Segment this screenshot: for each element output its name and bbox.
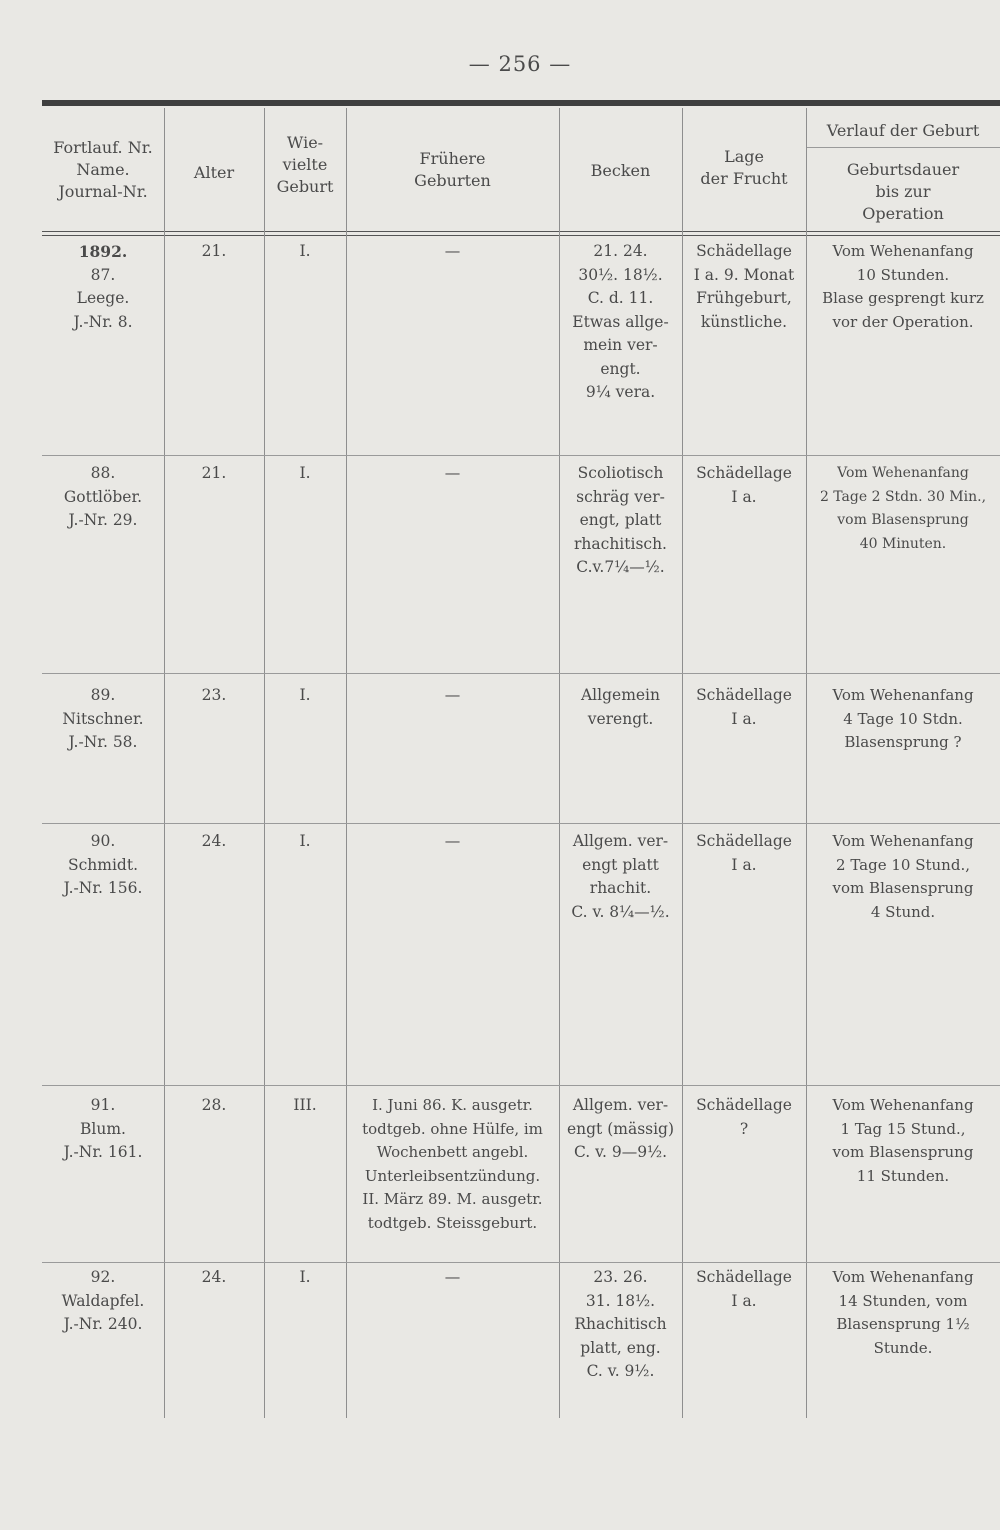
row5-geburt: III. — [293, 1096, 317, 1114]
row1-lage: Schädellage I a. 9. Monat Frühgeburt, künstliche. — [693, 242, 795, 331]
header-alter: Alter — [193, 163, 235, 182]
row-rule — [42, 455, 1000, 456]
header-geburtsdauer: Geburtsdauer bis zur Operation — [846, 160, 960, 223]
row4-fruehere: — — [444, 832, 461, 850]
header-fruehere-geburten: Frühere Geburten — [414, 149, 491, 190]
row5-dauer: Vom Wehenanfang 1 Tag 15 Stund., vom Blasensprung 11 Stunden. — [832, 1096, 974, 1185]
row6-fruehere: — — [444, 1268, 461, 1286]
row3-id: 89. Nitschner. J.-Nr. 58. — [62, 686, 144, 751]
row4-alter: 24. — [201, 832, 227, 850]
row5-lage: Schädellage ? — [696, 1096, 792, 1138]
row4-dauer: Vom Wehenanfang 2 Tage 10 Stund., vom Blasensprung 4 Stund. — [832, 832, 974, 921]
row1-id: 1892. 87. Leege. J.-Nr. 8. — [73, 242, 133, 331]
header-fortlauf: Fortlauf. Nr. Name. Journal-Nr. — [53, 138, 153, 201]
row6-alter: 24. — [201, 1268, 227, 1286]
column-rule — [264, 108, 265, 1418]
row5-fruehere: I. Juni 86. K. ausgetr. todtgeb. ohne Hülfe, im Wochenbett angebl. Unterleibsentzündung. II. März 89. M. ausgetr. todtgeb. Steissgeburt. — [362, 1096, 543, 1232]
row2-id: 88. Gottlöber. J.-Nr. 29. — [63, 464, 143, 529]
row2-lage: Schädellage I a. — [696, 464, 792, 506]
row3-dauer: Vom Wehenanfang 4 Tage 10 Stdn. Blasensprung ? — [832, 686, 974, 751]
row2-alter: 21. — [201, 464, 227, 482]
row3-fruehere: — — [444, 686, 461, 704]
row-rule — [42, 1085, 1000, 1086]
row6-lage: Schädellage I a. — [696, 1268, 792, 1310]
header-subgroup-rule — [806, 147, 1000, 148]
row1-geburt: I. — [299, 242, 311, 260]
column-rule — [164, 108, 165, 1418]
row5-alter: 28. — [201, 1096, 227, 1114]
row-rule — [42, 673, 1000, 674]
row2-geburt: I. — [299, 464, 311, 482]
page-number: — 256 — — [468, 52, 572, 76]
row6-id: 92. Waldapfel. J.-Nr. 240. — [61, 1268, 145, 1333]
top-rule — [42, 100, 1000, 106]
row6-geburt: I. — [299, 1268, 311, 1286]
row1-alter: 21. — [201, 242, 227, 260]
row4-becken: Allgem. ver- engt platt rhachit. C. v. 8¼—½. — [571, 832, 670, 921]
header-verlauf-der-geburt: Verlauf der Geburt — [826, 121, 980, 140]
row3-lage: Schädellage I a. — [696, 686, 792, 728]
row1-fruehere: — — [444, 242, 461, 260]
row1-becken: 21. 24. 30½. 18½. C. d. 11. Etwas allge- mein ver- engt. 9¼ vera. — [572, 242, 669, 401]
row6-becken: 23. 26. 31. 18½. Rhachitisch platt, eng. C. v. 9½. — [574, 1268, 667, 1380]
row-rule — [42, 1262, 1000, 1263]
row3-becken: Allgemein verengt. — [580, 686, 660, 728]
header-wievielte-geburt: Wie- vielte Geburt — [276, 133, 334, 196]
row-rule — [42, 823, 1000, 824]
row4-id: 90. Schmidt. J.-Nr. 156. — [63, 832, 143, 897]
row4-geburt: I. — [299, 832, 311, 850]
row3-geburt: I. — [299, 686, 311, 704]
row4-lage: Schädellage I a. — [696, 832, 792, 874]
header-rule — [42, 231, 1000, 236]
header-becken: Becken — [590, 161, 651, 180]
header-lage-der-frucht: Lage der Frucht — [700, 147, 788, 188]
row5-id: 91. Blum. J.-Nr. 161. — [63, 1096, 143, 1161]
row2-fruehere: — — [444, 464, 461, 482]
row3-alter: 23. — [201, 686, 227, 704]
row1-dauer: Vom Wehenanfang 10 Stunden. Blase gesprengt kurz vor der Operation. — [822, 242, 984, 331]
row2-becken: Scoliotisch schräg ver- engt, platt rhachitisch. C.v.7¼—½. — [574, 464, 667, 576]
row6-dauer: Vom Wehenanfang 14 Stunden, vom Blasensprung 1½ Stunde. — [832, 1268, 974, 1357]
row5-becken: Allgem. ver- engt (mässig) C. v. 9—9½. — [566, 1096, 675, 1161]
row2-dauer: Vom Wehenanfang 2 Tage 2 Stdn. 30 Min., vom Blasensprung 40 Minuten. — [819, 465, 987, 552]
